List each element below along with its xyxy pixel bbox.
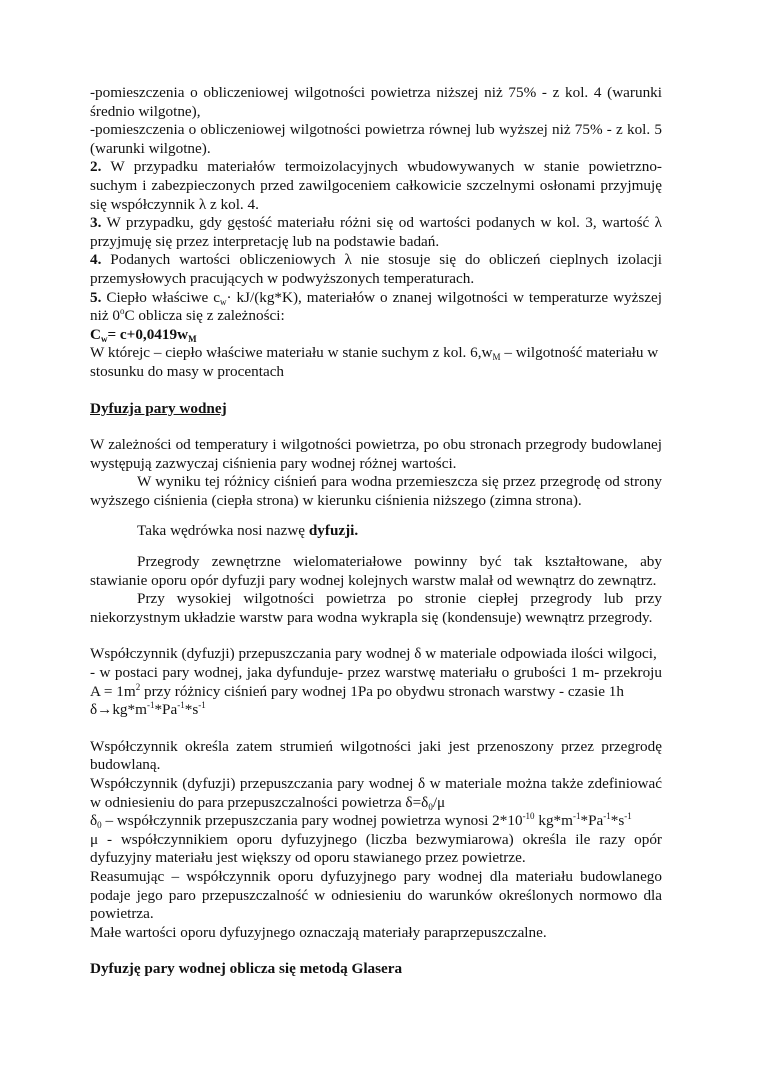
paragraph-text: - w postaci pary wodnej, jaka dyfunduje- przez warstwę materiału o grubości 1 m- przekroju A = 1m — [90, 664, 662, 700]
paragraph-multilayer-walls: Przegrody zewnętrzne wielomateriałowe powinny być tak kształtowane, aby stawianie oporu opór dyfuzji pary wodnej kolejnych warstw malał od wewnątrz do zewnątrz. — [90, 553, 662, 589]
paragraph-note-3 — [90, 214, 662, 251]
explanation-text: – wilgotność materiału w stosunku do masy w procentach — [90, 344, 659, 380]
explanation-text: W którejc – ciepło właściwe materiału w stanie suchym z kol. 6,w — [90, 344, 493, 362]
paragraph-formula-explanation — [90, 344, 662, 381]
paragraph-text: przy różnicy ciśnień pary wodnej 1Pa po obydwu stronach warstwy - czasie 1h — [140, 682, 624, 700]
subscript: M — [492, 352, 501, 363]
paragraph-diffusion-name — [90, 522, 662, 541]
paragraph-text: kg*m — [534, 812, 573, 830]
superscript: -10 — [522, 811, 535, 822]
document-page — [90, 84, 662, 979]
subscript: 0 — [428, 801, 433, 812]
note-number: 2. — [90, 158, 102, 176]
formula-specific-heat — [90, 326, 662, 345]
paragraph-text: /μ — [432, 793, 446, 811]
paragraph-text: δ — [90, 812, 98, 830]
superscript: -1 — [603, 811, 611, 822]
superscript: -1 — [624, 811, 632, 822]
section-heading-diffusion — [90, 400, 662, 419]
paragraph-small-resistance: Małe wartości oporu dyfuzyjnego oznaczają materiały paraprzepuszczalne. — [90, 923, 547, 941]
note-text: W przypadku, gdy gęstość materiału różni się od wartości podanych w kol. 3, wartość λ przyjmuję się przez interpretację lub na podstawie badań. — [90, 214, 662, 250]
superscript: -1 — [572, 811, 581, 822]
paragraph-mu-definition: μ - współczynnikiem oporu dyfuzyjnego (liczba bezwymiarowa) określa ile razy opór dyfuzyjny materiału jest większy od oporu stawianego przez powietrze. — [90, 830, 662, 867]
paragraph-note-5 — [90, 289, 662, 326]
paragraph-text: *Pa — [580, 812, 604, 830]
paragraph-condensation: Przy wysokiej wilgotności powietrza po stronie ciepłej przegrody lub przy niekorzystnym układzie warstw para wodna wykrapla się (kondensuje) wewnątrz przegrody. — [90, 590, 662, 626]
paragraph-delta-definition: Współczynnik (dyfuzji) przepuszczania pary wodnej δ w materiale odpowiada ilości wilgoci, — [90, 645, 657, 663]
unit-text: *s — [184, 701, 199, 719]
subscript: M — [188, 333, 197, 344]
paragraph-note-2 — [90, 158, 662, 214]
paragraph-summary: Reasumując – współczynnik oporu dyfuzyjnego pary wodnej dla materiału budowlanego podaje jego paro przepuszczalność w odniesieniu do warunków określonych normowo dla powietrza. — [90, 867, 662, 923]
note-text: Ciepło właściwe c — [101, 288, 220, 306]
paragraph-note-4 — [90, 251, 662, 288]
note-text: Podanych wartości obliczeniowych λ nie stosuje się do obliczeń cieplnych izolacji przemysłowych pracujących w podwyższonych temperaturach. — [90, 251, 662, 287]
paragraph-vapour-conditions — [90, 664, 662, 701]
paragraph-text: Współczynnik (dyfuzji) przepuszczania pary wodnej δ w materiale można także zdefiniować w odniesieniu do para przepuszczalności powietrza δ=δ — [90, 775, 662, 811]
unit-text: δ→kg*m — [90, 701, 147, 719]
superscript: o — [119, 306, 125, 317]
note-number: 4. — [90, 251, 102, 269]
paragraph-humidity-high: -pomieszczenia o obliczeniowej wilgotności powietrza równej lub wyższej niż 75% - z kol. 5 (warunki wilgotne). — [90, 121, 662, 157]
superscript: -1 — [146, 700, 155, 711]
formula-text: = c+0,0419w — [107, 325, 189, 343]
superscript: -1 — [177, 700, 185, 711]
paragraph-delta0-value — [90, 812, 662, 831]
paragraph-text: – współczynnik przepuszczania pary wodnej powietrza wynosi 2*10 — [101, 812, 523, 830]
subscript: w — [100, 333, 108, 344]
paragraph-diffusion-intro: W zależności od temperatury i wilgotności powietrza, po obu stronach przegrody budowlanej występują zazwyczaj ciśnienia pary wodnej różnej wartości. — [90, 436, 662, 472]
term-diffusion: dyfuzji. — [308, 522, 359, 540]
paragraph-moisture-flux: Współczynnik określa zatem strumień wilgotności jaki jest przenoszony przez przegrodę budowlaną. — [90, 737, 662, 774]
note-number: 3. — [90, 214, 102, 232]
unit-delta — [90, 701, 662, 720]
subscript: 0 — [97, 820, 102, 831]
unit-text: *Pa — [154, 701, 178, 719]
superscript: 2 — [135, 681, 141, 692]
formula-text: C — [90, 325, 101, 343]
note-text: W przypadku materiałów termoizolacyjnych wbudowywanych w stanie powietrzno-suchym i zabezpieczonych przed zawilgoceniem całkowicie szczelnymi osłonami przyjmuję się współczynnik λ z kol. 4. — [90, 158, 662, 213]
paragraph-text: *s — [610, 812, 625, 830]
subscript: w — [219, 296, 227, 307]
heading-glaser-method: Dyfuzję pary wodnej oblicza się metodą Glasera — [90, 960, 403, 978]
section-title: Dyfuzja pary wodnej — [90, 399, 227, 417]
note-number: 5. — [90, 288, 102, 306]
paragraph-delta-alt-definition — [90, 775, 662, 812]
paragraph-humidity-medium: -pomieszczenia o obliczeniowej wilgotności powietrza niższej niż 75% - z kol. 4 (warunki średnio wilgotne), — [90, 84, 662, 120]
note-text: C oblicza się z zależności: — [124, 307, 285, 325]
paragraph-pressure-difference: W wyniku tej różnicy ciśnień para wodna przemieszcza się przez przegrodę od strony wyższego ciśnienia (ciepła strona) w kierunku ciśnienia niższego (zimna strona). — [90, 473, 662, 509]
superscript: -1 — [198, 700, 206, 711]
note-text: · kJ/(kg*K), materiałów o znanej wilgotności w temperaturze wyższej niż 0 — [90, 288, 662, 325]
paragraph-text: Taka wędrówka nosi nazwę — [137, 522, 309, 540]
